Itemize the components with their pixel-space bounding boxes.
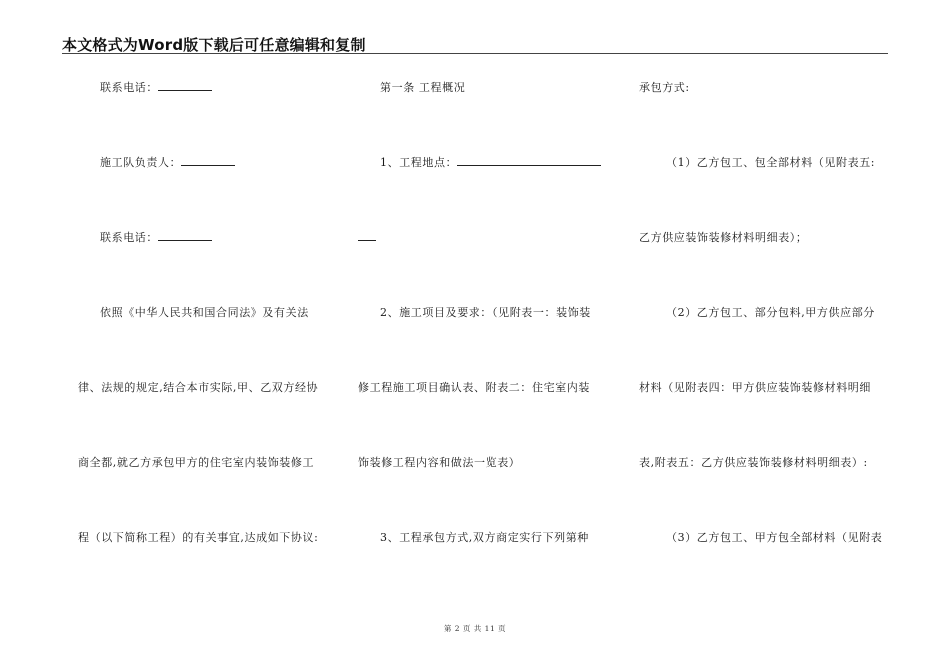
blank-underline	[358, 229, 376, 241]
text-line: （1）乙方包工、包全部材料（见附表五:	[666, 156, 876, 169]
text-line	[358, 229, 376, 244]
text-line: 修工程施工项目确认表、附表二：住宅室内装	[358, 381, 590, 394]
header-divider	[62, 53, 888, 54]
text-line	[100, 79, 212, 95]
text-line: 乙方供应装饰装修材料明细表）；	[639, 231, 808, 244]
text-line	[380, 154, 601, 170]
document-header-title: 本文格式为Word版下载后可任意编辑和复制	[62, 36, 366, 54]
text-line: 材料（见附表四：甲方供应装饰装修材料明细	[639, 381, 871, 394]
text-line: （2）乙方包工、部分包料,甲方供应部分	[666, 306, 875, 319]
text-line: 3、工程承包方式,双方商定实行下列第种	[380, 531, 589, 544]
text-line: 承包方式:	[639, 81, 690, 94]
text-line: 第一条 工程概况	[380, 81, 466, 94]
blank-underline	[181, 154, 235, 166]
text-line: 饰装修工程内容和做法一览表）	[358, 456, 521, 469]
line-text: 联系电话：	[100, 81, 158, 94]
page-number: 第 2 页 共 11 页	[443, 624, 507, 633]
text-line: 商全都,就乙方承包甲方的住宅室内装饰装修工	[78, 456, 315, 469]
line-text: 施工队负责人：	[100, 156, 182, 169]
blank-underline	[457, 154, 601, 166]
blank-underline	[158, 229, 212, 241]
text-line: 表,附表五：乙方供应装饰装修材料明细表）:	[639, 456, 868, 469]
text-line: 依照《中华人民共和国合同法》及有关法	[100, 306, 309, 319]
text-line: （3）乙方包工、甲方包全部材料（见附表	[666, 531, 883, 544]
blank-underline	[158, 79, 212, 91]
text-line: 律、法规的规定,结合本市实际,甲、乙双方经协	[78, 381, 319, 394]
text-line: 程（以下简称工程）的有关事宜,达成如下协议:	[78, 531, 319, 544]
text-line	[100, 154, 235, 170]
line-text: 1、工程地点：	[380, 156, 458, 169]
text-line	[100, 229, 212, 245]
line-text: 联系电话：	[100, 231, 158, 244]
text-line: 2、施工项目及要求：（见附表一：装饰装	[380, 306, 591, 319]
